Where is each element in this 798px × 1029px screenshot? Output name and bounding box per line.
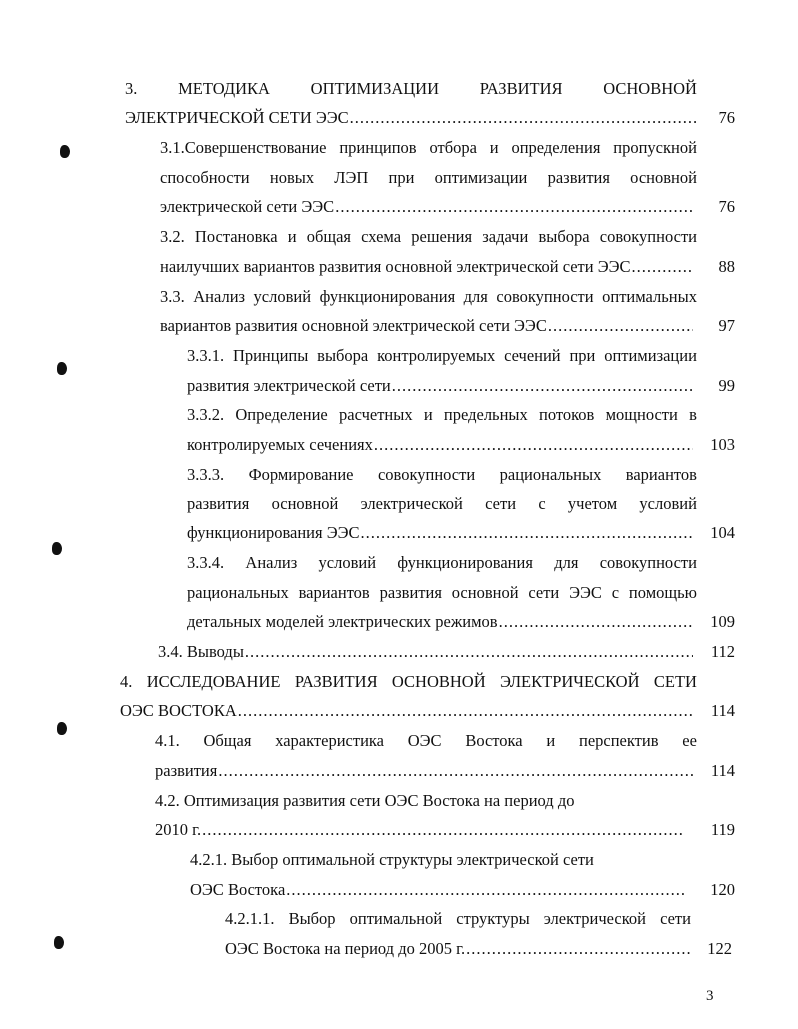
page-number: 76 (718, 108, 735, 127)
toc-line (187, 462, 697, 488)
toc-word: характеристика (275, 731, 384, 750)
toc-word: функционирования (319, 287, 456, 306)
page-number: 114 (710, 761, 735, 780)
toc-word: 3.3.1. (187, 346, 225, 365)
toc-entry-text: ОЭС Востока на период до 2005 г. (225, 939, 466, 958)
toc-entry-text: ЭЛЕКТРИЧЕСКОЙ СЕТИ ЭЭС (125, 108, 349, 127)
binding-hole-mark (57, 722, 67, 735)
toc-word: сечений (504, 346, 561, 365)
toc-word: условий (639, 494, 697, 513)
page-number: 114 (710, 701, 735, 720)
toc-entry-text: ОЭС ВОСТОКА (120, 701, 237, 720)
leader-dots (361, 520, 693, 546)
toc-word: 3.1.Совершенствование (160, 138, 327, 157)
toc-word: оптимальных (602, 287, 697, 306)
toc-entry-text: функционирования ЭЭС (187, 523, 360, 542)
toc-word: с (611, 583, 620, 602)
toc-line (155, 728, 697, 754)
toc-word: при (569, 346, 596, 365)
leader-dots (548, 313, 693, 339)
toc-line (160, 224, 697, 250)
toc-word: новых (269, 168, 315, 187)
binding-hole-mark (60, 145, 70, 158)
leader-dots (202, 817, 685, 843)
toc-word: 3.3.2. (187, 405, 225, 424)
toc-entry-text: 3.4. Выводы (158, 642, 244, 661)
toc-word: Принципы (232, 346, 309, 365)
toc-entry-text: детальных моделей электрических режимов (187, 612, 498, 631)
toc-word: электрической (360, 494, 463, 513)
toc-word: и (287, 227, 297, 246)
toc-word: ОЭС (407, 731, 442, 750)
page-number: 109 (710, 612, 735, 631)
leader-dots (350, 105, 697, 131)
toc-word: и (546, 731, 556, 750)
toc-entry-text: контролируемых сечениях (187, 435, 373, 454)
toc-word: помощью (628, 583, 697, 602)
toc-line (187, 432, 693, 458)
toc-line (187, 609, 693, 635)
toc-word: определения (511, 138, 601, 157)
toc-entry-text: 2010 г. (155, 820, 202, 839)
toc-line (155, 817, 685, 843)
toc-word: основной (271, 494, 339, 513)
toc-word: контролируемых (377, 346, 496, 365)
binding-hole-mark (54, 936, 64, 949)
toc-entry-text: развития (155, 761, 218, 780)
toc-word: оптимальной (349, 909, 443, 928)
page-number: 88 (718, 257, 735, 276)
toc-word: Общая (203, 731, 252, 750)
toc-word: учетом (567, 494, 618, 513)
toc-word: Выбор (288, 909, 336, 928)
toc-word: ЛЭП (334, 168, 369, 187)
toc-word: выбора (538, 227, 590, 246)
toc-word: расчетных (339, 405, 413, 424)
toc-word: для (554, 553, 579, 572)
toc-line (125, 105, 697, 131)
toc-word: совокупности (599, 227, 697, 246)
toc-word: СЕТИ (653, 672, 697, 691)
toc-line (160, 135, 697, 161)
toc-word: с (538, 494, 546, 513)
toc-line (120, 698, 693, 724)
sheet-page-number: 3 (706, 988, 714, 1004)
toc-line (187, 491, 697, 517)
toc-word: 4. (120, 672, 133, 691)
toc-word: совокупности (496, 287, 594, 306)
toc-line (187, 550, 697, 576)
toc-word: Постановка (194, 227, 278, 246)
toc-word: для (463, 287, 488, 306)
toc-entry-text: ОЭС Востока (190, 880, 286, 899)
toc-line (187, 343, 697, 369)
leader-dots (499, 609, 693, 635)
toc-line (120, 669, 697, 695)
toc-line (160, 254, 693, 280)
page-number: 112 (710, 642, 735, 661)
leader-dots (392, 373, 693, 399)
toc-word: 3.3.4. (187, 553, 225, 572)
page-number: 122 (707, 939, 732, 958)
toc-word: развития (187, 494, 250, 513)
toc-word: Формирование (248, 465, 354, 484)
page-number: 99 (718, 376, 735, 395)
leader-dots (374, 432, 693, 458)
leader-dots (218, 758, 693, 784)
toc-line (187, 373, 693, 399)
toc-word: 4.2.1.1. (225, 909, 275, 928)
toc-word: Анализ (245, 553, 298, 572)
toc-word: сети (528, 583, 560, 602)
toc-word: совокупности (599, 553, 697, 572)
toc-word: общая (306, 227, 351, 246)
toc-word: ОПТИМИЗАЦИИ (310, 79, 439, 98)
page-number: 97 (718, 316, 735, 335)
toc-word: при (388, 168, 415, 187)
toc-word: электрической (543, 909, 646, 928)
toc-word: 3.3. (160, 287, 185, 306)
toc-entry-text: 4.2.1. Выбор оптимальной структуры электрической сети (190, 850, 594, 869)
toc-word: вариантов (298, 583, 370, 602)
toc-line (158, 639, 693, 665)
toc-word: Востока (465, 731, 523, 750)
binding-hole-mark (52, 542, 62, 555)
toc-word: структуры (456, 909, 530, 928)
toc-word: отбора (429, 138, 477, 157)
toc-word: ОСНОВНОЙ (391, 672, 486, 691)
toc-word: ОСНОВНОЙ (603, 79, 697, 98)
toc-line (187, 580, 697, 606)
toc-word: ЭЭС (569, 583, 602, 602)
toc-word: оптимизации (434, 168, 528, 187)
leader-dots (335, 194, 693, 220)
toc-word: развития (547, 168, 610, 187)
toc-word: решения (411, 227, 473, 246)
toc-word: 3.2. (160, 227, 185, 246)
toc-line (125, 76, 697, 102)
toc-word: мощности (605, 405, 678, 424)
toc-word: 3.3.3. (187, 465, 225, 484)
toc-word: потоков (539, 405, 595, 424)
toc-word: Анализ (193, 287, 246, 306)
toc-word: схема (361, 227, 402, 246)
toc-line (160, 313, 693, 339)
toc-entry-text: электрической сети ЭЭС (160, 197, 335, 216)
toc-word: сети (660, 909, 691, 928)
toc-entry-text: развития электрической сети (187, 376, 391, 395)
toc-word: ИССЛЕДОВАНИЕ (146, 672, 281, 691)
toc-word: задачи (482, 227, 529, 246)
toc-word: принципов (339, 138, 417, 157)
toc-word: способности (160, 168, 250, 187)
toc-word: ЭЛЕКТРИЧЕСКОЙ (499, 672, 640, 691)
page-number: 104 (710, 523, 735, 542)
toc-entry-text: вариантов развития основной электрической сети ЭЭС (160, 316, 547, 335)
toc-line (187, 520, 693, 546)
page-number: 103 (710, 435, 735, 454)
toc-entry-text: 4.2. Оптимизация развития сети ОЭС Востока на период до (155, 791, 575, 810)
toc-entry-text: наилучших вариантов развития основной электрической сети ЭЭС (160, 257, 631, 276)
toc-word: совокупности (377, 465, 476, 484)
toc-word: пропускной (613, 138, 697, 157)
toc-word: перспектив (578, 731, 659, 750)
toc-line (225, 906, 691, 932)
toc-word: 3. (125, 79, 138, 98)
toc-word: функционирования (397, 553, 533, 572)
toc-line (225, 936, 691, 962)
leader-dots (238, 698, 693, 724)
toc-line (155, 758, 693, 784)
leader-dots (245, 639, 693, 665)
toc-line (190, 877, 687, 903)
toc-word: условий (318, 553, 377, 572)
binding-hole-mark (57, 362, 67, 375)
toc-word: и (423, 405, 433, 424)
toc-line (160, 194, 693, 220)
toc-word: МЕТОДИКА (178, 79, 270, 98)
toc-word: оптимизации (604, 346, 697, 365)
toc-word: выбора (317, 346, 369, 365)
toc-word: сети (485, 494, 517, 513)
toc-line (160, 165, 697, 191)
toc-word: рациональных (187, 583, 289, 602)
toc-word: основной (451, 583, 519, 602)
toc-word: в (689, 405, 697, 424)
page-number: 119 (710, 820, 735, 839)
toc-word: условий (253, 287, 312, 306)
page-number: 120 (710, 880, 735, 899)
toc-word: развития (379, 583, 442, 602)
toc-line (187, 402, 697, 428)
leader-dots (286, 877, 687, 903)
toc-word: РАЗВИТИЯ (294, 672, 378, 691)
toc-word: РАЗВИТИЯ (479, 79, 563, 98)
toc-word: предельных (443, 405, 528, 424)
toc-line (160, 284, 697, 310)
toc-word: и (489, 138, 499, 157)
toc-word: вариантов (625, 465, 697, 484)
toc-word: Определение (235, 405, 328, 424)
toc-word: основной (630, 168, 697, 187)
toc-word: 4.1. (155, 731, 180, 750)
toc-word: ее (682, 731, 697, 750)
page-number: 76 (718, 197, 735, 216)
toc-word: рациональных (499, 465, 602, 484)
leader-dots (466, 936, 691, 962)
